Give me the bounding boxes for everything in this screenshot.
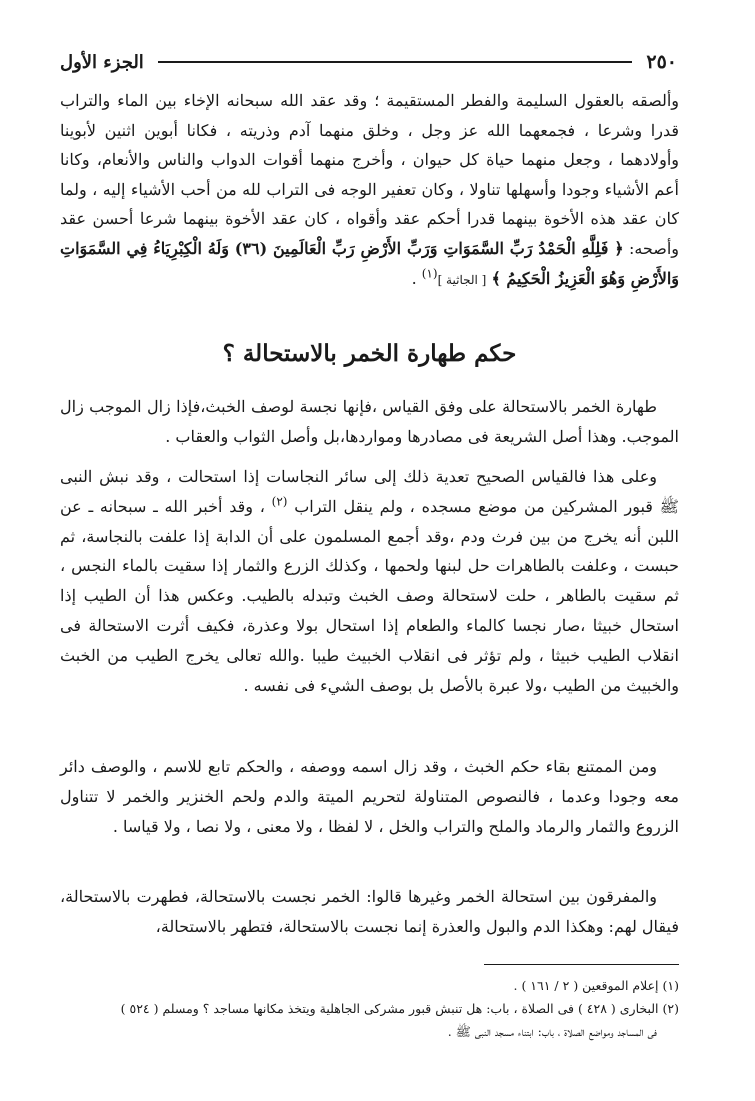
paragraph-text: طهارة الخمر بالاستحالة على وفق القياس ،فإنها نجسة لوصف الخبث،فإذا زال الموجب زال الموجب. وهذا أصل الشريعة فى مصادرها ومواردها،بل وأصل الثواب والعقاب . (60, 397, 679, 446)
intro-text: وألصقه بالعقول السليمة والفطر المستقيمة ؛ وقد عقد الله سبحانه الإخاء بين الماء والتراب قدرا وشرعا ، فجمعهما الله عز وجل ، وخلق منهما آدم وذريته ، فكانا أبوين اثنين لأبوينا وأولادهما ، وجعل منهما حياة كل حيوان ، وأخرج منهما أقوات الدواب والناس والأنعام، وكانا أعم الأشياء وجودا وأسهلها تناولا ، وكان تعفير الوجه فى التراب لله من أحب الأشياء إليه ، ولما كان عقد هذه الأخوة بينهما قدرا أحكم عقد وأقواه ، كان عقد الأخوة بينهما شرعا أحسن عقد وأصحه: (60, 91, 679, 258)
footnote-2: (٢) البخارى ( ٤٢٨ ) فى الصلاة ، باب: هل تنبش قبور مشركى الجاهلية ويتخذ مكانها مساجد ؟ ومسلم ( ٥٢٤ ) (120, 1001, 679, 1016)
paragraph-text: ومن الممتنع بقاء حكم الخبث ، وقد زال اسمه ووصفه ، والحكم تابع للاسم ، والوصف دائر معه وجودا وعدما ، فالنصوص المتناولة لتحريم الميتة والدم ولحم الخنزير والخمر لا تتناول الزروع والثمار والرماد والملح والتراب والخل ، لا لفظا ، ولا معنى ، ولا نصا ، ولا قياسا . (60, 757, 679, 836)
page-number: ٢٥٠ (646, 51, 677, 73)
verse-citation: [ الجاثية ] (437, 272, 487, 287)
running-title: الجزء الأول (60, 51, 144, 73)
paragraph-text: ، وقد أخبر الله ـ سبحانه ـ عن اللبن أنه يخرج من بين فرث ودم ،وقد أجمع المسلمون على أن الدابة إذا علفت بالنجاسة، ثم حبست ، وعلفت بالطاهرات حل لبنها ولحمها ، وكذلك الزرع والثمار إذا سقيت بالماء النجس ، ثم سقيت بالطاهر ، حلت لاستحالة وصف الخبث وتبدله بالطيب. وعكس هذا أن الطيب إذا استحال خبيثا ،صار نجسا كالماء والطعام إذا استحال بولا وعذرة، فكيف أثرت الاستحالة فى انقلاب الطيب خبيثا ، ولم تؤثر فى انقلاب الخبيث طيبا .والله تعالى يخرج الطيب من الخبث والخبيث من الطيب ،ولا عبرة بالأصل بل بوصف الشيء فى نفسه . (60, 496, 680, 695)
section-paragraph-4 (60, 882, 679, 942)
paragraph-text: وعلى هذا فالقياس الصحيح تعدية ذلك إلى سائر النجاسات إذا استحالت ، وقد نبش النبى ﷺ قبور المشركين من موضع مسجده ، ولم ينقل التراب (60, 467, 680, 516)
quran-verse: ﴿ فَلِلَّهِ الْحَمْدُ رَبِّ السَّمَوَاتِ وَرَبِّ الأَرْضِ رَبِّ الْعَالَمِينَ (٣٦) وَلَهُ الْكِبْرِيَاءُ فِي السَّمَوَاتِ وَالأَرْضِ وَهُوَ الْعَزِيزُ الْحَكِيمُ ﴾ (60, 238, 679, 288)
footnote-separator (484, 964, 679, 965)
intro-paragraph (60, 86, 679, 295)
footnote-1: (١) إعلام الموقعين ( ٢ / ١٦١ ) . (513, 978, 679, 993)
section-heading: حكم طهارة الخمر بالاستحالة ؟ (222, 340, 517, 367)
section-paragraph-1 (60, 392, 679, 452)
footnote-ref-2: (٢) (271, 494, 288, 509)
header-rule (158, 61, 633, 63)
page-header (60, 46, 677, 78)
footnote-2-continuation: فى المساجد ومواضع الصلاة ، باب: ابتناء مسجد النبى ﷺ . (447, 1024, 657, 1039)
footnotes (60, 974, 679, 1043)
footnote-ref-1: (١) (421, 266, 438, 281)
intro-end: . (411, 268, 422, 288)
section-paragraph-3 (60, 752, 679, 841)
paragraph-text: والمفرقون بين استحالة الخمر وغيرها قالوا: الخمر نجست بالاستحالة، فطهرت بالاستحالة، فيقال لهم: وهكذا الدم والبول والعذرة إنما نجست بالاستحالة، فتطهر بالاستحالة، (60, 887, 679, 936)
section-paragraph-2 (60, 462, 679, 700)
